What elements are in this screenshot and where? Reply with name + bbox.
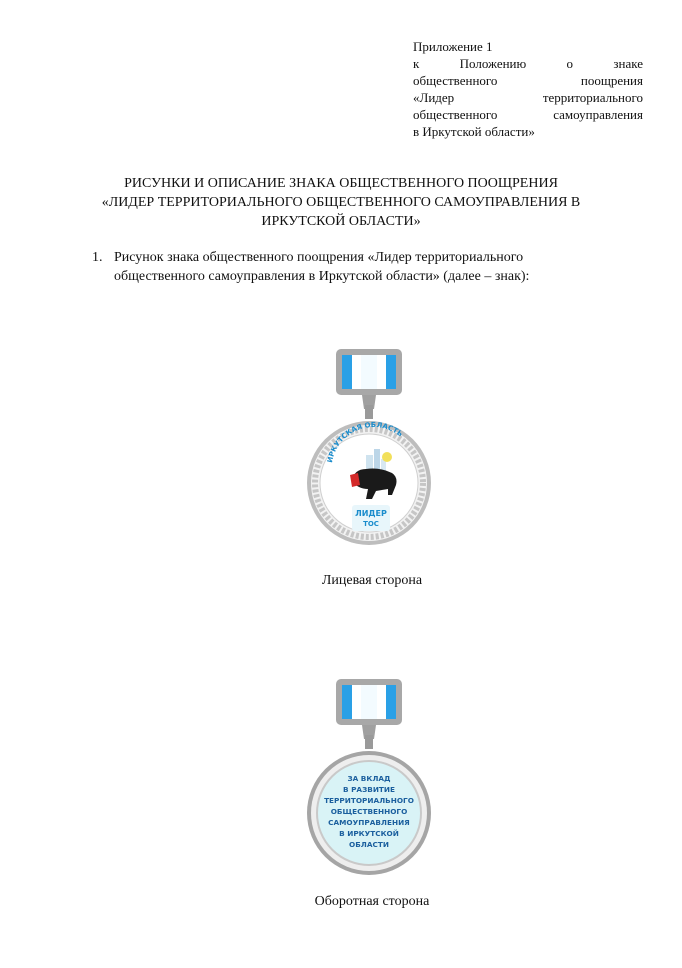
appendix-line: общественного поощрения (413, 73, 643, 88)
badge-line: ТОС (363, 520, 379, 528)
back-text-line: ОБЩЕСТВЕННОГО (330, 807, 408, 816)
badge-line: ЛИДЕР (355, 509, 387, 518)
front-medal-image (300, 345, 445, 560)
back-text-line: ОБЛАСТИ (349, 840, 389, 849)
back-text-line: САМОУПРАВЛЕНИЯ (328, 818, 410, 827)
appendix-line: «Лидер территориального (413, 90, 643, 105)
back-caption: Оборотная сторона (314, 894, 430, 909)
title-line: «ЛИДЕР ТЕРРИТОРИАЛЬНОГО ОБЩЕСТВЕННОГО САМОУПРАВЛЕНИЯ В (101, 195, 581, 210)
appendix-line: общественного самоуправления (413, 107, 643, 122)
back-text-line: ЗА ВКЛАД (347, 774, 391, 783)
appendix-block (413, 38, 643, 140)
list-item-text-line: общественного самоуправления в Иркутской области» (далее – знак): (114, 269, 530, 284)
list-item-text (114, 248, 624, 286)
title-line: РИСУНКИ И ОПИСАНИЕ ЗНАКА ОБЩЕСТВЕННОГО ПООЩРЕНИЯ (124, 176, 558, 191)
appendix-line: Приложение 1 (413, 39, 493, 54)
title-line: ИРКУТСКОЙ ОБЛАСТИ» (261, 214, 421, 229)
list-item-number: 1. (92, 250, 103, 265)
appendix-line: к Положению о знаке (413, 56, 643, 71)
appendix-line: в Иркутской области» (413, 124, 535, 139)
front-caption: Лицевая сторона (321, 573, 423, 588)
list-item-text-line: Рисунок знака общественного поощрения «Лидер территориального (114, 250, 524, 265)
back-medal-image (300, 675, 445, 880)
front-arc-text: ИРКУТСКАЯ ОБЛАСТЬ (326, 421, 405, 464)
back-text-line: В РАЗВИТИЕ (342, 785, 396, 794)
back-text-line: ТЕРРИТОРИАЛЬНОГО (324, 796, 414, 805)
document-title (40, 174, 642, 231)
back-text-line: В ИРКУТСКОЙ (339, 829, 399, 838)
